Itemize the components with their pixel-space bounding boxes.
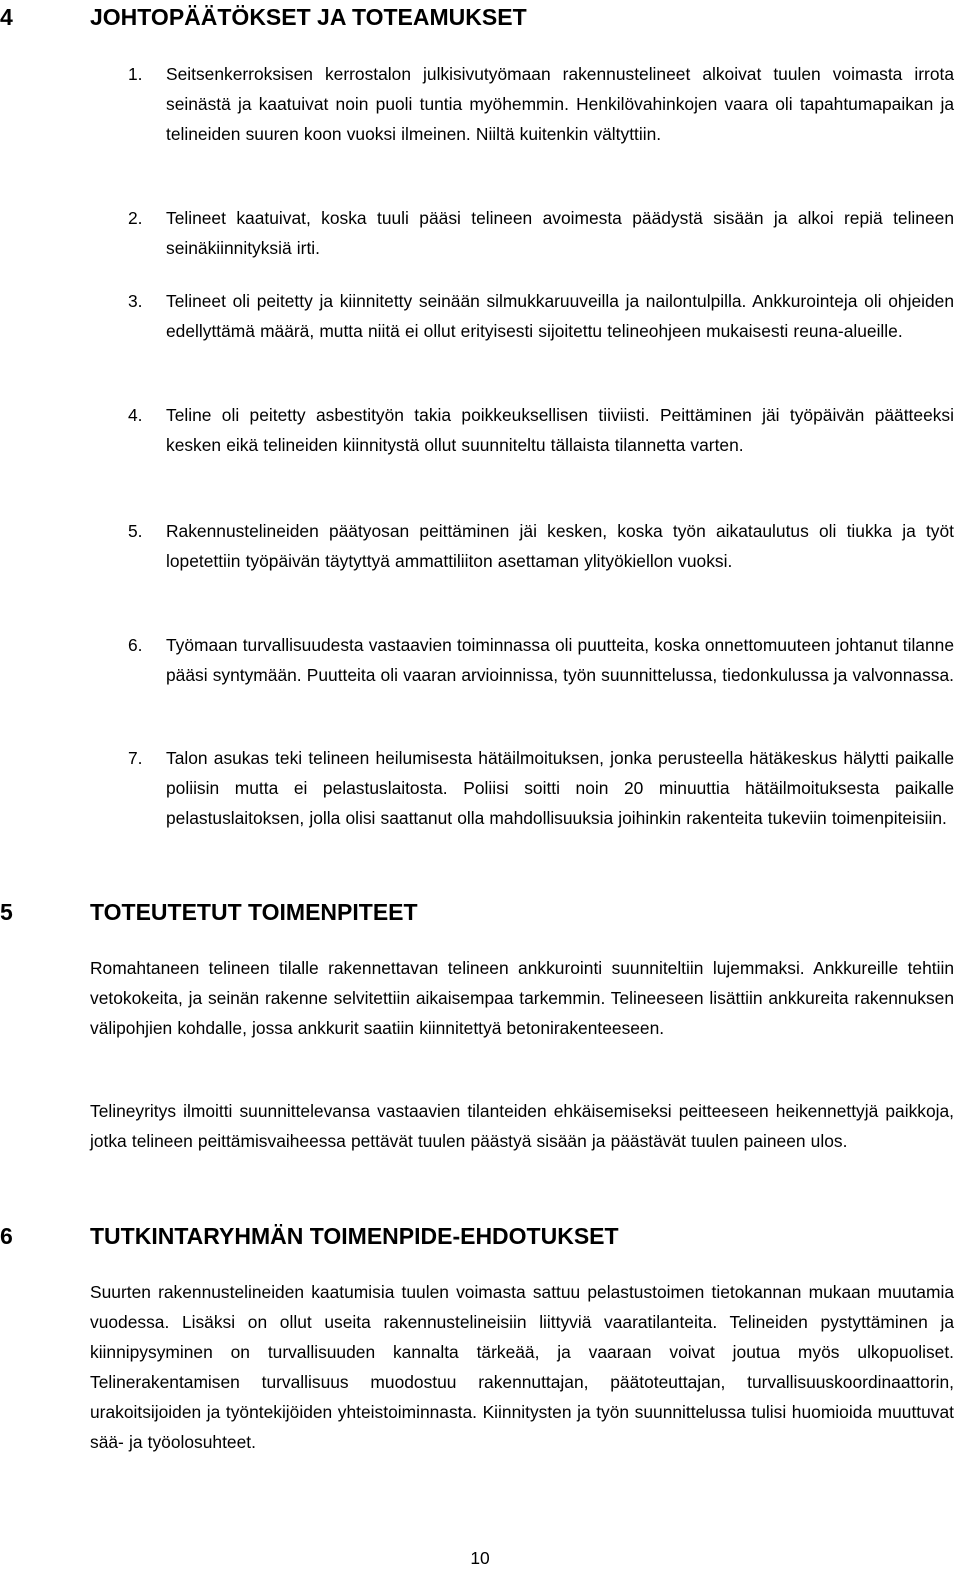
item-number: 5. (128, 521, 143, 541)
conclusion-item-6 (128, 630, 954, 690)
conclusion-item-7 (128, 743, 954, 833)
item-text: Työmaan turvallisuudesta vastaavien toiminnassa oli puutteita, koska onnettomuuteen johtanut tilanne pääsi syntymään. Puutteita oli vaaran arvioinnissa, työn suunnittelussa, tiedonkulussa ja valvonnassa. (166, 635, 954, 685)
item-number: 3. (128, 291, 143, 311)
item-number: 2. (128, 208, 143, 228)
section-number: 4 (0, 4, 13, 30)
item-number: 6. (128, 635, 143, 655)
item-number: 7. (128, 748, 143, 768)
section-number: 6 (0, 1223, 13, 1249)
section-5-paragraph-2: Telineyritys ilmoitti suunnittelevansa vastaavien tilanteiden ehkäisemiseksi peitteeseen heikennettyjä paikkoja, jotka telineen peittämisvaiheessa pettävät tuulen päästyä sisään ja päästävät tuulen paineen ulos. (90, 1101, 954, 1151)
section-6-paragraph-1: Suurten rakennustelineiden kaatumisia tuulen voimasta sattuu pelastustoimen tietokannan mukaan muutamia vuodessa. Lisäksi on ollut useita rakennustelineisiin liittyviä vaaratilanteita. Telineiden pystyttäminen ja kiinnipysyminen on turvallisuuden kannalta tärkeää, ja vaaraan voivat joutua myös ulkopuoliset. Telinerakentamisen turvallisuus muodostuu rakennuttajan, päätoteuttajan, turvallisuuskoordinaattorin, urakoitsijoiden ja työntekijöiden yhteistoiminnasta. Kiinnitysten ja työn suunnittelussa tulisi huomioida muuttuvat sää- ja työolosuhteet. (90, 1282, 954, 1452)
conclusion-item-3 (128, 286, 954, 346)
section-number: 5 (0, 899, 13, 925)
conclusion-item-4 (128, 400, 954, 460)
section-title: TUTKINTARYHMÄN TOIMENPIDE-EHDOTUKSET (90, 1223, 619, 1249)
page-number: 10 (470, 1548, 490, 1568)
section-title: TOTEUTETUT TOIMENPITEET (90, 899, 418, 925)
item-number: 4. (128, 405, 143, 425)
conclusion-item-2 (128, 203, 954, 263)
section-5-paragraph-1: Romahtaneen telineen tilalle rakennettavan telineen ankkurointi suunniteltiin lujemmaksi. Ankkureille tehtiin vetokokeita, ja seinän rakenne selvitettiin aikaisempaa tarkemmin. Telineeseen lisättiin ankkureita rakennuksen välipohjien kohdalle, jossa ankkurit saatiin kiinnitettyä betonirakenteeseen. (90, 958, 954, 1038)
item-text: Rakennustelineiden päätyosan peittäminen jäi kesken, koska työn aikataulutus oli tiukka ja työt lopetettiin työpäivän täytyttyä ammattiliiton asettaman ylityökiellon vuoksi. (166, 521, 954, 571)
item-text: Telineet kaatuivat, koska tuuli pääsi telineen avoimesta päädystä sisään ja alkoi repiä telineen seinäkiinnityksiä irti. (166, 208, 954, 258)
conclusion-item-5 (128, 516, 954, 576)
item-text: Seitsenkerroksisen kerrostalon julkisivutyömaan rakennustelineet alkoivat tuulen voimasta irrota seinästä ja kaatuivat noin puoli tuntia myöhemmin. Henkilövahinkojen vaara oli tapahtumapaikan ja telineiden suuren koon vuoksi ilmeinen. Niiltä kuitenkin vältyttiin. (166, 64, 954, 144)
item-text: Telineet oli peitetty ja kiinnitetty seinään silmukkaruuveilla ja nailontulpilla. Ankkurointeja oli ohjeiden edellyttämä määrä, mutta niitä ei ollut erityisesti sijoitettu telineohjeen mukaisesti reuna-alueille. (166, 291, 954, 341)
item-number: 1. (128, 64, 143, 84)
conclusion-item-1 (128, 59, 954, 149)
item-text: Talon asukas teki telineen heilumisesta hätäilmoituksen, jonka perusteella hätäkeskus hälytti paikalle poliisin mutta ei pelastuslaitosta. Poliisi soitti noin 20 minuuttia hätäilmoituksesta paikalle pelastuslaitoksen, jolla olisi saattanut olla mahdollisuuksia joihinkin rakenteita tukeviin toimenpiteisiin. (166, 748, 954, 828)
section-title: JOHTOPÄÄTÖKSET JA TOTEAMUKSET (90, 4, 527, 30)
item-text: Teline oli peitetty asbestityön takia poikkeuksellisen tiiviisti. Peittäminen jäi työpäivän päätteeksi kesken eikä telineiden kiinnitystä ollut suunniteltu tällaista tilannetta varten. (166, 405, 954, 455)
